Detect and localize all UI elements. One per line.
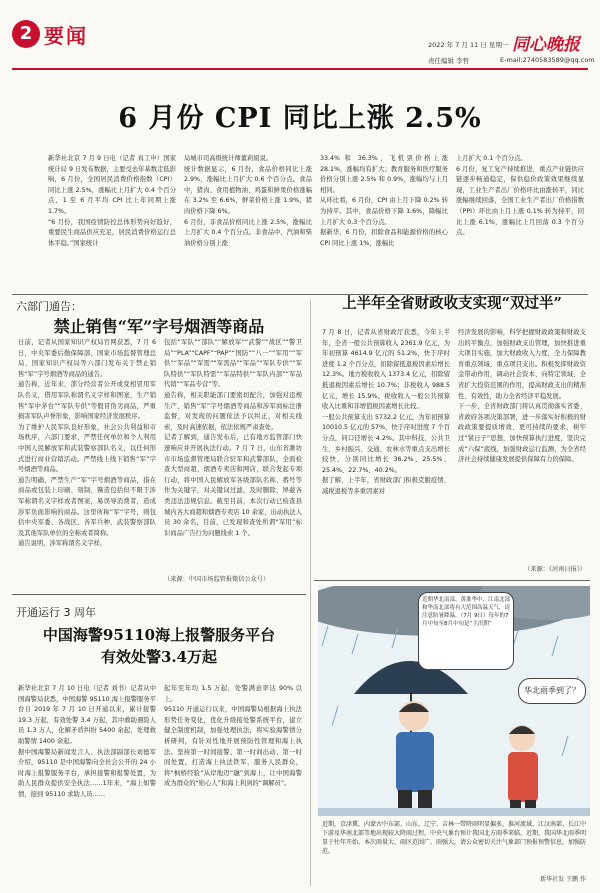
- tobacco-source: （来源：中国市场监管报微信公众号）: [164, 576, 270, 583]
- cartoon-illustration: [318, 586, 590, 816]
- divider-right-mid: [314, 580, 590, 581]
- cpi-column-3: 33.4% 和 36.3%，飞机票价格上涨 28.1%，涨幅均有扩大；教育服务和医疗服务价格分别上涨 2.5% 和 0.9%，涨幅均与上月相同。 从环比看，6 月份，CPI 由上月下降 0.2% 转为持平。其中，食品价格下降 1.6%，降幅比上月扩大 0.3 个百分点。 据新华，6 月份，扣除食品和能源价格的核心 CPI 同比上涨 1%，涨幅比: [320, 155, 448, 247]
- sea-kicker: 开通运行 3 周年: [16, 606, 96, 619]
- cpi-column-1: 新华社北京 7 月 9 日电（记者 真工申）国家统计局 9 日发布数据，主要受去年基数走低影响，6 月份，全国居民消费价格指数（CPI）同比上涨 2.5%，涨幅比上月扩大 0.4 个百分点，1 至 6 月平均 CPI 比上年同期上涨 1.7%。 “6 月份，我国疫情防控总体形势向好趋好，重要民生商品供应充足，居民消费价格运行总体平稳。”国家统计: [48, 155, 176, 247]
- tobacco-column-1: 日前，记者从国家知识产权局官网获悉，7 月 6 日，中央军委后勤保障部、国家市场监督管理总局、国家知识产权局等六部门发布关于禁止销售“军”字号烟酒等商品的通告。 通告称，近年来，部分经营者公开或变相冒用军队名义，借用军队称谓名义字样和图案，生产销售“军中茅台”“军队专供”等假冒伪劣商品，严重损害军队声誉形象，影响国家经济发展秩序。 为了维护人民军队良好形象，社会公共利益和市场秩序，六部门要求，严禁任何单位和个人利用中国人民解放军和武装警察部队名义，以任何形式进行商业营销活动。严禁线上线下销售“军”字号烟酒等商品。 通告明确，严禁生产“军”字号烟酒等商品，指在商品或包装上印刷、刻制、镌造包括但不限于涉军称谓名义字样或者图案，易误导消费者，造成涉军负面影响的商品。这里所称“军”字号，则包括中央军委、各战区、各军兵种、武装警察部队及其他军队单位的全称或者简称。 通告说明，涉军称谓名义字样，: [18, 339, 156, 548]
- cartoon-credit: 新华社发 王鹏 作: [540, 876, 586, 883]
- sea-headline-line2: 有效处警3.4万起: [100, 648, 218, 666]
- tobacco-kicker: 六部门通告：: [16, 300, 82, 313]
- cartoon-caption: 近期，京津冀、内蒙古中东部、山东、辽宁、吉林一带降雨明显偏多，淮河流域、江汉南部、长江中下游及华南北部等地出现较大降雨过程，中央气象台预计我国北方雨季来临，近期，我国华北雨季明显于往年开始。本次雨量大、雨区范围广、雨强大，请公众密切关注气象部门预报预警信息，加强防范。: [322, 821, 586, 855]
- editor-line: 责任编辑 李哲: [428, 57, 470, 65]
- cpi-headline: 6 月份 CPI 同比上涨 2.5%: [118, 103, 482, 134]
- cartoon-bubble-right: 华北雨季到了？: [518, 678, 586, 704]
- cpi-column-4: 上月扩大 0.1 个百分点。 6 月份，复工复产持续推进，重点产业链供应链逐步畅通稳定，保供稳价政策效果继续显现，工业生产者出厂价格环比由涨转平，同比涨幅继续回落，全国工业生产者出厂价格指数（PPI）环比由上月上涨 0.1% 转为持平，同比上涨 6.1%，涨幅比上月回落 0.3 个百分点。: [456, 155, 584, 237]
- fiscal-source: （来源：《河南日报》）: [524, 566, 586, 573]
- divider-vertical: [310, 300, 311, 886]
- masthead-rule: [12, 68, 588, 70]
- divider-left-mid: [12, 594, 306, 595]
- sea-headline-line1: 中国海警95110海上报警服务平台: [42, 626, 276, 644]
- tobacco-headline: 禁止销售“军”字号烟酒等商品: [53, 317, 265, 336]
- tobacco-column-2: 包括“军队”“部队”“解放军”“武警”“战区”“警卫局”“PLA”“CAPF”“PAP”“国防”“八一”“军用”“军供”“军品”“军需”“军需品”“军品”“军队专供”“军队特供”“军队特需”“军品特供”“军队内部”“军品代销”“军品专营”等。 通告称，相关职能部门要密切配合，加强对违规生产、销售“军”字号烟酒等商品和涉军商标注册监督，对发现的问题依法予以纠正，对相关线索，及时高速依据，依法依规严肃查处。 记者了解到，通告发布后，已有地方监管部门快速响应并开展执法行动。7 月 7 日，山东省潍坊市市场监督管理局联合驻军和武警部队，全面检查大型商超、烟酒专卖店和网店，联合发起专项行动，将中国人民解放军各级部队名称、番号等作为关键字，对关键词过滤，及时删除、屏蔽各类违法违规信息。截至目前，本次行动已检查县城内各大商超和烟酒专卖店 10 余家，出动执法人员 30 余名，目前，已发现和查处所谓“军用”标识商品广告行为问题线索 1 个。: [164, 339, 302, 537]
- sea-column-1: 新华社北京 7 月 10 日电（记者 刘书）记者从中国海警局获悉，中国海警 95110 海上报警服务平台自 2019 年 7 月 10 日开通以来，累计接警 19.3 万起，有效处警 3.4 万起，其中救助遇险人员 1.3 万人，化解矛盾纠纷 5400 余起，处理救助警情 1400 余起。 据中国海警局新闻发言人、执法部副部长刘德军介绍，95110 是中国海警向全社会公开的 24 小时海上报警服务平台，承担接警和报警处置，为助人民群众提供安全执法……1年来，“海上如警情，接到 95110 求助人员……: [18, 685, 156, 798]
- fiscal-column-1: 7 月 8 日，记者从省财政厅获悉，今年上半年，全省一般公共预算收入 2361.9 亿元，为年初预算 4614.9 亿元的 51.2%，快于序时进度 1.2 个百分点，扣除留抵退税因素后增长 12.3%。地方税收收入 1373.4 亿元，扣除留抵退税因素后增长 10.7%；非税收入 988.5 亿元，增长 15.9%。税收收入一般公共预算收入比重和非增值税因素增长比较。 一般公共预算支出 5732.2 亿元，为年初预算 10010.5 亿元的 57%，快于序时进度 7 个百分点，同口径增长 4.2%。其中科技、公共卫生、乡村振兴、交通、农林水等重点支出增长较快，分别同比增长 36.2%、25.5%、25.4%、22.7%、40.2%。 据了解，上半年，省财政部门积极克服疫情、减税退税等多重因素对: [322, 329, 450, 495]
- page-number-badge: 2: [12, 20, 40, 48]
- paper-logo: 同心晚报: [512, 35, 580, 55]
- fiscal-headline: 上半年全省财政收支实现“双过半”: [342, 295, 562, 312]
- email-line: E-mail:2740583589@qq.com: [500, 56, 595, 64]
- fiscal-column-2: 经济发展的影响，科学把握财政政策和财政支出的平衡点，加强财政支出管理，加快推进重大项目实施，加大财政收入力度，全力保障教育重点领域、重点项目支出。积极发挥财政资金带动作用，调动社会资本、向特定领域、全省扩大投资范围的作用，提高财政支出的精准性、有效性，助力全省经济平稳发展。 下一步，全省财政部门将认真贯彻落实省委、省政府各项决策部署，进一步落实好积极的财政政策要提质增效、更可持续的要求，树牢过“紧日子”思想，加快预算执行进度，坚决完成“六保”底线，加强财政运行监测，为全省经济社会持续健康发展提供保障有力的保障。: [458, 329, 586, 464]
- section-title: 要闻: [44, 24, 88, 48]
- cartoon-bubble-left: 近期华北南部、黄淮华中、江南北部和华南北部将有大范围高温天气，请注意防暑降温。（7月 9日）每年的7月中旬至8月中旬是“主汛期”: [418, 592, 514, 670]
- issue-date: 2022 年 7 月 11 日 星期一: [428, 41, 509, 49]
- sea-column-2: 起年至年均 1.5 万起，处警满意率达 90% 以上。 95110 开通运行以来，中国海警局根据海上执法形势任务变化，优化升级接处警系统平台，建立健全制度机制，加强处理执法，将实验海警情分析研判，有针对性地开展预防性管理和海上执法。坚持第一时间接警、第一时间出动、第一时间处置，打造海上执法铁军，服务人民群众，将“枫桥经验”从岸地迈“融”到海上，让中国海警成为群众的“贴心人”和海上利剑的“调解员”。: [164, 685, 302, 788]
- cpi-column-2: 局城市司高级统计师董莉娟说。 统计数据显示，6 月份，食品价格同比上涨 2.9%，涨幅比上月扩大 0.6 个百分点。食品中，猪肉、食用植物油、鸡蛋和鲜果价格涨幅在 3.2% 至 6.6%，鲜菜价格上涨 1.9%，猪肉价格下降 6%。 6 月份，非食品价格同比上涨 2.5%，涨幅比上月扩大 0.4 个百分点。非食品中，汽油和柴油价格分别上涨: [184, 155, 312, 247]
